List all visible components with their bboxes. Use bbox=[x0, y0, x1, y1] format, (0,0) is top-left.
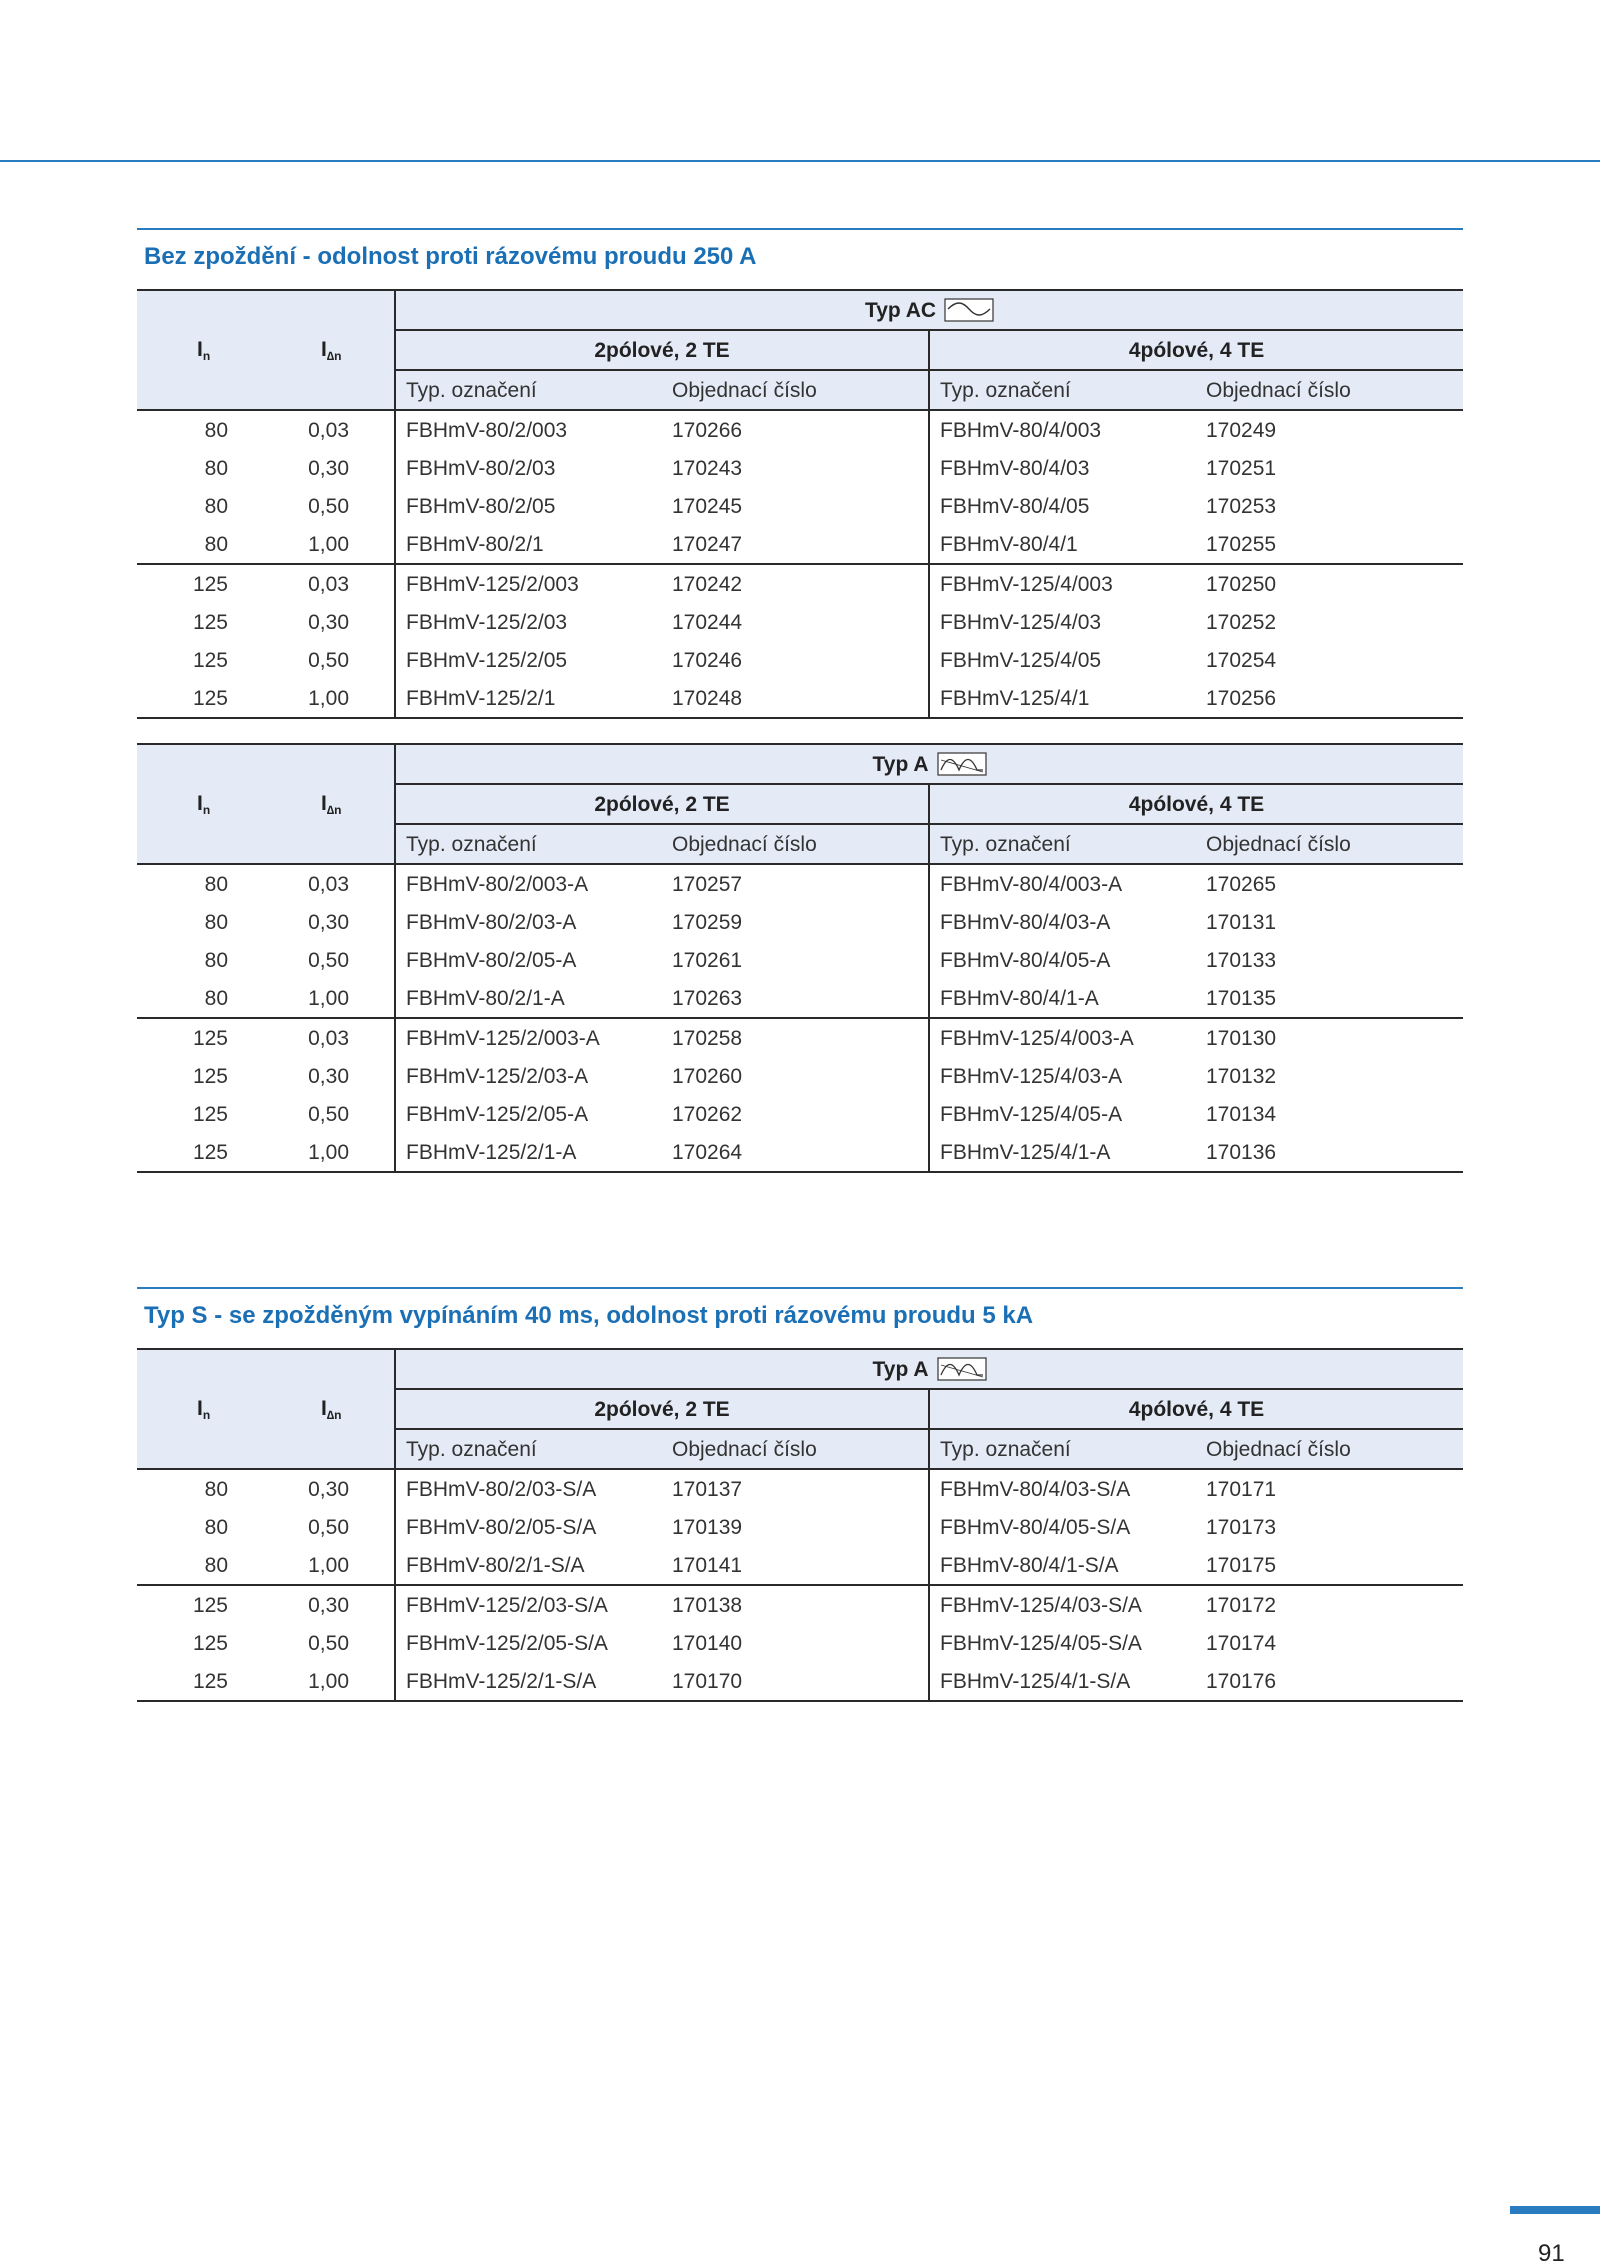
table-row bbox=[137, 1662, 1463, 1701]
column-header: Objednací číslo bbox=[662, 824, 929, 864]
table-row bbox=[137, 641, 1463, 679]
cell-order-2pole: 170246 bbox=[672, 648, 743, 672]
type-label: Typ A bbox=[872, 1357, 929, 1381]
cell-type-2pole: FBHmV-80/2/05-S/A bbox=[395, 1508, 662, 1546]
column-header: Typ. označení bbox=[929, 1429, 1196, 1469]
cell-in: 125 bbox=[137, 1133, 265, 1172]
cell-type-4pole: FBHmV-80/4/1 bbox=[929, 525, 1196, 564]
cell-type-4pole: FBHmV-80/4/03-S/A bbox=[929, 1469, 1196, 1508]
column-header: Typ. označení bbox=[395, 824, 662, 864]
cell-order-2pole: 170170 bbox=[662, 1662, 929, 1701]
cell-type-2pole: FBHmV-80/2/05-A bbox=[395, 941, 662, 979]
cell-order-2pole: 170248 bbox=[662, 679, 929, 718]
cell-in: 80 bbox=[204, 494, 228, 518]
cell-order-2pole: 170141 bbox=[662, 1546, 929, 1585]
spec-table bbox=[137, 1348, 1463, 1702]
cell-type-4pole: FBHmV-80/4/03 bbox=[929, 449, 1196, 487]
cell-order-4pole: 170252 bbox=[1206, 610, 1277, 634]
cell-idn: 1,00 bbox=[265, 679, 395, 718]
cell-order-2pole: 170260 bbox=[672, 1064, 743, 1088]
cell-type-2pole: FBHmV-80/2/03 bbox=[395, 449, 662, 487]
header-type-cell bbox=[395, 744, 1463, 784]
section-1-title: Bez zpoždění - odolnost proti rázovému proudu 250 A bbox=[144, 243, 757, 270]
cell-idn: 0,50 bbox=[308, 1515, 349, 1539]
cell-order-4pole: 170133 bbox=[1206, 948, 1277, 972]
cell-type-4pole: FBHmV-125/4/03-A bbox=[929, 1057, 1196, 1095]
cell-order-2pole: 170258 bbox=[672, 1026, 743, 1050]
header-in-subscript: n bbox=[202, 802, 211, 817]
table-row bbox=[137, 903, 1463, 941]
cell-type-2pole: FBHmV-80/2/03-S/A bbox=[395, 1469, 662, 1508]
cell-type-2pole: FBHmV-80/2/003-A bbox=[395, 864, 662, 903]
cell-in: 125 bbox=[192, 1102, 228, 1126]
top-rule bbox=[0, 160, 1600, 162]
cell-type-2pole: FBHmV-125/2/05 bbox=[395, 641, 662, 679]
page-number: 91 bbox=[1538, 2240, 1565, 2267]
header-2pole: 2pólové, 2 TE bbox=[395, 330, 929, 370]
header-in bbox=[137, 290, 265, 410]
header-idn bbox=[265, 1349, 395, 1469]
cell-type-2pole: FBHmV-80/2/03-A bbox=[395, 903, 662, 941]
spec-table bbox=[137, 743, 1463, 1173]
column-header: Objednací číslo bbox=[662, 1429, 929, 1469]
type-label: Typ A bbox=[872, 752, 929, 776]
cell-type-4pole: FBHmV-80/4/1-A bbox=[929, 979, 1196, 1018]
table-row bbox=[137, 979, 1463, 1018]
cell-order-4pole: 170265 bbox=[1206, 872, 1277, 896]
header-type-cell bbox=[395, 290, 1463, 330]
table-row bbox=[137, 564, 1463, 603]
a-pulsating-wave-icon bbox=[937, 1357, 987, 1381]
cell-order-4pole: 170172 bbox=[1206, 1593, 1277, 1617]
cell-order-4pole: 170253 bbox=[1206, 494, 1277, 518]
cell-order-2pole: 170244 bbox=[672, 610, 743, 634]
cell-type-2pole: FBHmV-125/2/1-A bbox=[395, 1133, 662, 1172]
header-idn-symbol: I bbox=[321, 337, 327, 361]
header-idn-symbol: I bbox=[321, 1396, 327, 1420]
cell-idn: 0,30 bbox=[308, 456, 349, 480]
cell-type-4pole: FBHmV-125/4/03-S/A bbox=[929, 1585, 1196, 1624]
cell-order-4pole: 170255 bbox=[1196, 525, 1463, 564]
cell-order-4pole: 170131 bbox=[1206, 910, 1277, 934]
cell-in: 125 bbox=[192, 1631, 228, 1655]
column-header: Typ. označení bbox=[395, 370, 662, 410]
cell-idn: 1,00 bbox=[265, 1662, 395, 1701]
header-in-subscript: n bbox=[202, 348, 211, 363]
cell-type-4pole: FBHmV-80/4/05-S/A bbox=[929, 1508, 1196, 1546]
cell-order-2pole: 170264 bbox=[662, 1133, 929, 1172]
cell-in: 80 bbox=[204, 910, 228, 934]
cell-type-4pole: FBHmV-125/4/05-S/A bbox=[929, 1624, 1196, 1662]
cell-idn: 1,00 bbox=[265, 1133, 395, 1172]
header-row-type bbox=[137, 290, 1463, 330]
table-row bbox=[137, 449, 1463, 487]
table-row bbox=[137, 1546, 1463, 1585]
cell-type-2pole: FBHmV-125/2/1 bbox=[395, 679, 662, 718]
cell-idn: 0,30 bbox=[308, 910, 349, 934]
cell-order-2pole: 170243 bbox=[672, 456, 743, 480]
cell-order-2pole: 170137 bbox=[672, 1477, 743, 1501]
cell-in: 80 bbox=[137, 1546, 265, 1585]
cell-type-4pole: FBHmV-125/4/003-A bbox=[929, 1018, 1196, 1057]
section-3-title: Typ S - se zpožděným vypínáním 40 ms, odolnost proti rázovému proudu 5 kA bbox=[144, 1302, 1034, 1329]
header-in-symbol: I bbox=[197, 337, 203, 361]
cell-type-2pole: FBHmV-125/2/003 bbox=[395, 564, 662, 603]
a-pulsating-wave-icon bbox=[937, 752, 987, 776]
cell-type-2pole: FBHmV-80/2/05 bbox=[395, 487, 662, 525]
cell-type-2pole: FBHmV-125/2/05-A bbox=[395, 1095, 662, 1133]
cell-in: 80 bbox=[204, 418, 228, 442]
table-row bbox=[137, 864, 1463, 903]
cell-type-4pole: FBHmV-125/4/1 bbox=[929, 679, 1196, 718]
cell-in: 125 bbox=[192, 572, 228, 596]
table-row bbox=[137, 1624, 1463, 1662]
cell-type-4pole: FBHmV-80/4/03-A bbox=[929, 903, 1196, 941]
cell-order-4pole: 170256 bbox=[1196, 679, 1463, 718]
cell-in: 80 bbox=[204, 456, 228, 480]
table-row bbox=[137, 1018, 1463, 1057]
table-row bbox=[137, 487, 1463, 525]
cell-in: 125 bbox=[137, 679, 265, 718]
header-idn bbox=[265, 290, 395, 410]
cell-order-4pole: 170254 bbox=[1206, 648, 1277, 672]
header-4pole: 4pólové, 4 TE bbox=[929, 1389, 1463, 1429]
cell-idn: 0,50 bbox=[308, 648, 349, 672]
cell-order-4pole: 170171 bbox=[1206, 1477, 1277, 1501]
column-header: Typ. označení bbox=[395, 1429, 662, 1469]
cell-order-4pole: 170135 bbox=[1196, 979, 1463, 1018]
cell-in: 80 bbox=[204, 1477, 228, 1501]
cell-type-4pole: FBHmV-80/4/003-A bbox=[929, 864, 1196, 903]
cell-type-4pole: FBHmV-125/4/05-A bbox=[929, 1095, 1196, 1133]
column-header: Objednací číslo bbox=[1196, 824, 1463, 864]
cell-idn: 0,50 bbox=[308, 1631, 349, 1655]
column-header: Objednací číslo bbox=[1196, 1429, 1463, 1469]
column-header: Objednací číslo bbox=[1196, 370, 1463, 410]
cell-type-4pole: FBHmV-125/4/03 bbox=[929, 603, 1196, 641]
cell-type-4pole: FBHmV-80/4/003 bbox=[929, 410, 1196, 449]
cell-order-2pole: 170263 bbox=[662, 979, 929, 1018]
cell-order-2pole: 170140 bbox=[672, 1631, 743, 1655]
cell-type-2pole: FBHmV-125/2/03 bbox=[395, 603, 662, 641]
cell-order-4pole: 170174 bbox=[1206, 1631, 1277, 1655]
header-idn-subscript: ∆n bbox=[326, 1407, 342, 1422]
header-row-type bbox=[137, 1349, 1463, 1389]
cell-in: 125 bbox=[137, 1662, 265, 1701]
cell-idn: 0,30 bbox=[308, 610, 349, 634]
header-idn bbox=[265, 744, 395, 864]
cell-order-2pole: 170139 bbox=[672, 1515, 743, 1539]
cell-idn: 1,00 bbox=[265, 979, 395, 1018]
table-row bbox=[137, 1508, 1463, 1546]
table-row bbox=[137, 1133, 1463, 1172]
cell-type-2pole: FBHmV-80/2/1-A bbox=[395, 979, 662, 1018]
table-row bbox=[137, 1057, 1463, 1095]
cell-type-2pole: FBHmV-125/2/003-A bbox=[395, 1018, 662, 1057]
column-header: Objednací číslo bbox=[662, 370, 929, 410]
header-in bbox=[137, 744, 265, 864]
section-1-rule bbox=[137, 228, 1463, 230]
cell-type-4pole: FBHmV-125/4/05 bbox=[929, 641, 1196, 679]
cell-type-4pole: FBHmV-125/4/003 bbox=[929, 564, 1196, 603]
cell-type-4pole: FBHmV-80/4/05 bbox=[929, 487, 1196, 525]
cell-in: 125 bbox=[192, 1026, 228, 1050]
cell-idn: 0,50 bbox=[308, 948, 349, 972]
cell-order-4pole: 170249 bbox=[1206, 418, 1277, 442]
cell-order-2pole: 170257 bbox=[672, 872, 743, 896]
cell-idn: 0,03 bbox=[308, 418, 349, 442]
cell-order-4pole: 170250 bbox=[1206, 572, 1277, 596]
cell-order-4pole: 170130 bbox=[1206, 1026, 1277, 1050]
cell-type-4pole: FBHmV-125/4/1-S/A bbox=[929, 1662, 1196, 1701]
table-row bbox=[137, 1469, 1463, 1508]
spec-table bbox=[137, 289, 1463, 719]
cell-idn: 0,30 bbox=[308, 1593, 349, 1617]
cell-in: 80 bbox=[204, 872, 228, 896]
cell-in: 80 bbox=[137, 525, 265, 564]
header-in-subscript: n bbox=[202, 1407, 211, 1422]
cell-idn: 1,00 bbox=[265, 1546, 395, 1585]
cell-type-2pole: FBHmV-125/2/03-S/A bbox=[395, 1585, 662, 1624]
ac-sine-wave-icon bbox=[944, 298, 994, 322]
cell-idn: 1,00 bbox=[265, 525, 395, 564]
page-tab-marker bbox=[1510, 2206, 1600, 2214]
header-4pole: 4pólové, 4 TE bbox=[929, 330, 1463, 370]
header-idn-symbol: I bbox=[321, 791, 327, 815]
cell-in: 80 bbox=[204, 1515, 228, 1539]
cell-in: 125 bbox=[192, 610, 228, 634]
cell-in: 125 bbox=[192, 648, 228, 672]
cell-order-2pole: 170242 bbox=[672, 572, 743, 596]
table-row bbox=[137, 679, 1463, 718]
cell-in: 80 bbox=[137, 979, 265, 1018]
header-row-type bbox=[137, 744, 1463, 784]
section-3-rule bbox=[137, 1287, 1463, 1289]
cell-order-2pole: 170259 bbox=[672, 910, 743, 934]
type-label: Typ AC bbox=[864, 298, 937, 322]
header-4pole: 4pólové, 4 TE bbox=[929, 784, 1463, 824]
header-2pole: 2pólové, 2 TE bbox=[395, 784, 929, 824]
cell-type-2pole: FBHmV-125/2/05-S/A bbox=[395, 1624, 662, 1662]
header-in-symbol: I bbox=[197, 1396, 203, 1420]
cell-order-4pole: 170134 bbox=[1206, 1102, 1277, 1126]
table-row bbox=[137, 410, 1463, 449]
cell-order-4pole: 170175 bbox=[1196, 1546, 1463, 1585]
cell-idn: 0,03 bbox=[308, 1026, 349, 1050]
header-in bbox=[137, 1349, 265, 1469]
header-idn-subscript: ∆n bbox=[326, 802, 342, 817]
cell-order-4pole: 170136 bbox=[1196, 1133, 1463, 1172]
cell-type-2pole: FBHmV-125/2/03-A bbox=[395, 1057, 662, 1095]
cell-type-4pole: FBHmV-80/4/1-S/A bbox=[929, 1546, 1196, 1585]
cell-order-4pole: 170132 bbox=[1206, 1064, 1277, 1088]
header-type-cell bbox=[395, 1349, 1463, 1389]
cell-idn: 0,30 bbox=[308, 1064, 349, 1088]
table-row bbox=[137, 941, 1463, 979]
cell-order-2pole: 170245 bbox=[672, 494, 743, 518]
cell-in: 125 bbox=[192, 1593, 228, 1617]
table-row bbox=[137, 1585, 1463, 1624]
table-row bbox=[137, 603, 1463, 641]
cell-idn: 0,50 bbox=[308, 494, 349, 518]
cell-order-2pole: 170138 bbox=[672, 1593, 743, 1617]
cell-idn: 0,03 bbox=[308, 572, 349, 596]
cell-order-4pole: 170176 bbox=[1196, 1662, 1463, 1701]
table-row bbox=[137, 525, 1463, 564]
cell-in: 125 bbox=[192, 1064, 228, 1088]
column-header: Typ. označení bbox=[929, 824, 1196, 864]
cell-in: 80 bbox=[204, 948, 228, 972]
cell-type-2pole: FBHmV-80/2/003 bbox=[395, 410, 662, 449]
cell-order-2pole: 170262 bbox=[672, 1102, 743, 1126]
cell-idn: 0,03 bbox=[308, 872, 349, 896]
cell-order-4pole: 170173 bbox=[1206, 1515, 1277, 1539]
cell-type-4pole: FBHmV-80/4/05-A bbox=[929, 941, 1196, 979]
cell-idn: 0,50 bbox=[308, 1102, 349, 1126]
table-row bbox=[137, 1095, 1463, 1133]
header-idn-subscript: ∆n bbox=[326, 348, 342, 363]
column-header: Typ. označení bbox=[929, 370, 1196, 410]
header-2pole: 2pólové, 2 TE bbox=[395, 1389, 929, 1429]
cell-order-2pole: 170261 bbox=[672, 948, 743, 972]
cell-order-4pole: 170251 bbox=[1206, 456, 1277, 480]
cell-order-2pole: 170247 bbox=[662, 525, 929, 564]
cell-idn: 0,30 bbox=[308, 1477, 349, 1501]
cell-type-2pole: FBHmV-80/2/1-S/A bbox=[395, 1546, 662, 1585]
cell-order-2pole: 170266 bbox=[672, 418, 743, 442]
cell-type-4pole: FBHmV-125/4/1-A bbox=[929, 1133, 1196, 1172]
header-in-symbol: I bbox=[197, 791, 203, 815]
cell-type-2pole: FBHmV-80/2/1 bbox=[395, 525, 662, 564]
cell-type-2pole: FBHmV-125/2/1-S/A bbox=[395, 1662, 662, 1701]
